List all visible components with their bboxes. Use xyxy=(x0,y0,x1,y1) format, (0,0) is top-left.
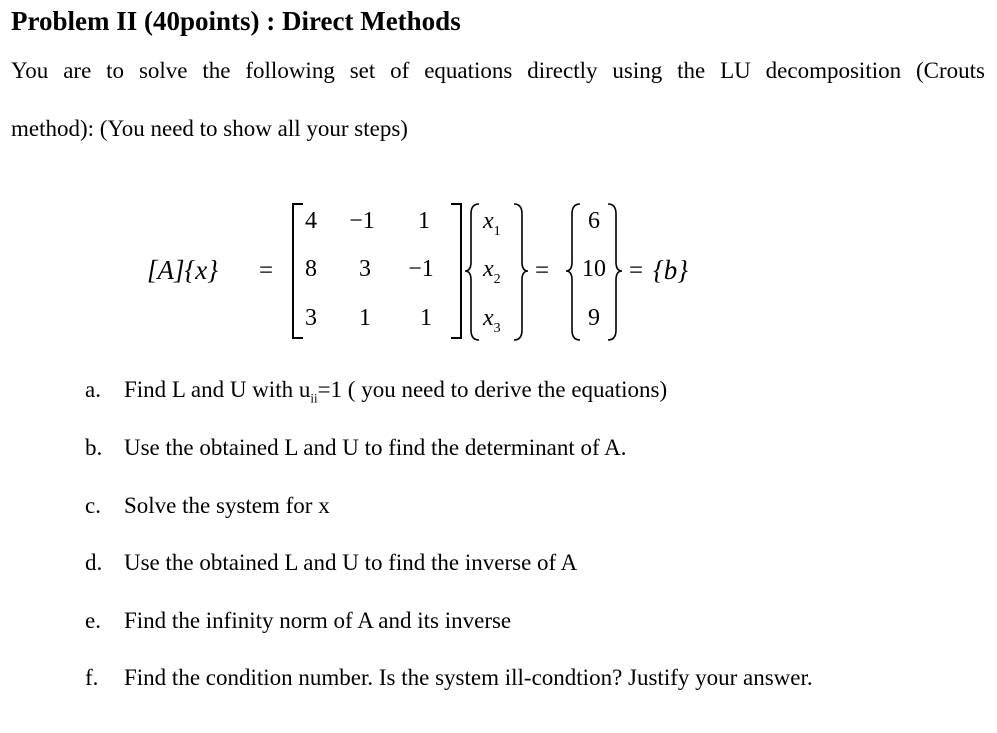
item-label: a. xyxy=(85,377,101,402)
x-symbol: x xyxy=(483,256,494,282)
matrix-cell: 1 xyxy=(418,208,430,234)
b-right-brace xyxy=(608,204,622,340)
item-text: Use the obtained L and U to find the inverse of A xyxy=(124,550,578,575)
item-label: f. xyxy=(85,665,99,690)
matrix-cell: 8 xyxy=(305,256,317,282)
b-entry: 6 xyxy=(588,208,600,234)
item-label: c. xyxy=(85,493,101,518)
equals-sign-3: = xyxy=(629,257,644,284)
svg-text:x3 xyxy=(482,305,501,336)
matrix-cell: 1 xyxy=(359,305,371,331)
matrix-cell: 3 xyxy=(359,256,371,282)
matrix-cell: −1 xyxy=(349,208,375,234)
question-item-b xyxy=(85,435,626,461)
x-symbol: x xyxy=(483,208,494,234)
item-text: Solve the system for x xyxy=(124,493,330,518)
matrix-cell: 1 xyxy=(420,305,432,331)
item-text: Find the condition number. Is the system ill-condtion? Justify your answer. xyxy=(124,665,813,690)
x-subscript: 2 xyxy=(493,272,501,287)
question-item-f xyxy=(85,665,813,691)
matrix-cell: −1 xyxy=(408,256,434,282)
item-label: e. xyxy=(85,608,101,633)
matrix-right-bracket xyxy=(451,204,461,338)
b-entry: 10 xyxy=(582,256,606,282)
x-subscript: 1 xyxy=(493,224,501,239)
item-label: d. xyxy=(85,550,103,575)
equals-sign-1: = xyxy=(259,257,274,284)
x-symbol: x xyxy=(483,305,494,331)
problem-title: Problem II (40points) : Direct Methods xyxy=(11,6,461,36)
equation-lhs: [A]{x} xyxy=(147,255,219,285)
equation-rhs: {b} xyxy=(653,255,689,285)
b-entry: 9 xyxy=(588,305,600,331)
item-text: Find L and U with $u_{ii}=1$ ( you need to derive the equations) xyxy=(124,377,668,406)
item-label: b. xyxy=(85,435,103,460)
b-left-brace xyxy=(566,204,580,340)
x-left-brace xyxy=(465,204,479,340)
matrix-left-bracket xyxy=(293,204,303,338)
question-item-a xyxy=(85,377,667,407)
equals-sign-2: = xyxy=(535,257,550,284)
question-item-e xyxy=(85,608,511,634)
matrix-cell: 4 xyxy=(305,208,317,234)
item-text: Use the obtained L and U to find the determinant of A. xyxy=(124,435,627,460)
svg-text:x2 xyxy=(482,256,501,287)
svg-text:x1 xyxy=(482,208,501,239)
intro-line-2: method): (You need to show all your steps) xyxy=(11,116,408,141)
item-text: Find the infinity norm of A and its inverse xyxy=(124,608,512,633)
question-item-c xyxy=(85,493,330,519)
x-subscript: 3 xyxy=(493,321,501,336)
x-right-brace xyxy=(514,204,528,340)
matrix-cell: 3 xyxy=(305,305,317,331)
intro-line-1: You are to solve the following set of equations directly using the LU decomposition (Crouts xyxy=(11,58,985,83)
question-item-d xyxy=(85,550,577,576)
